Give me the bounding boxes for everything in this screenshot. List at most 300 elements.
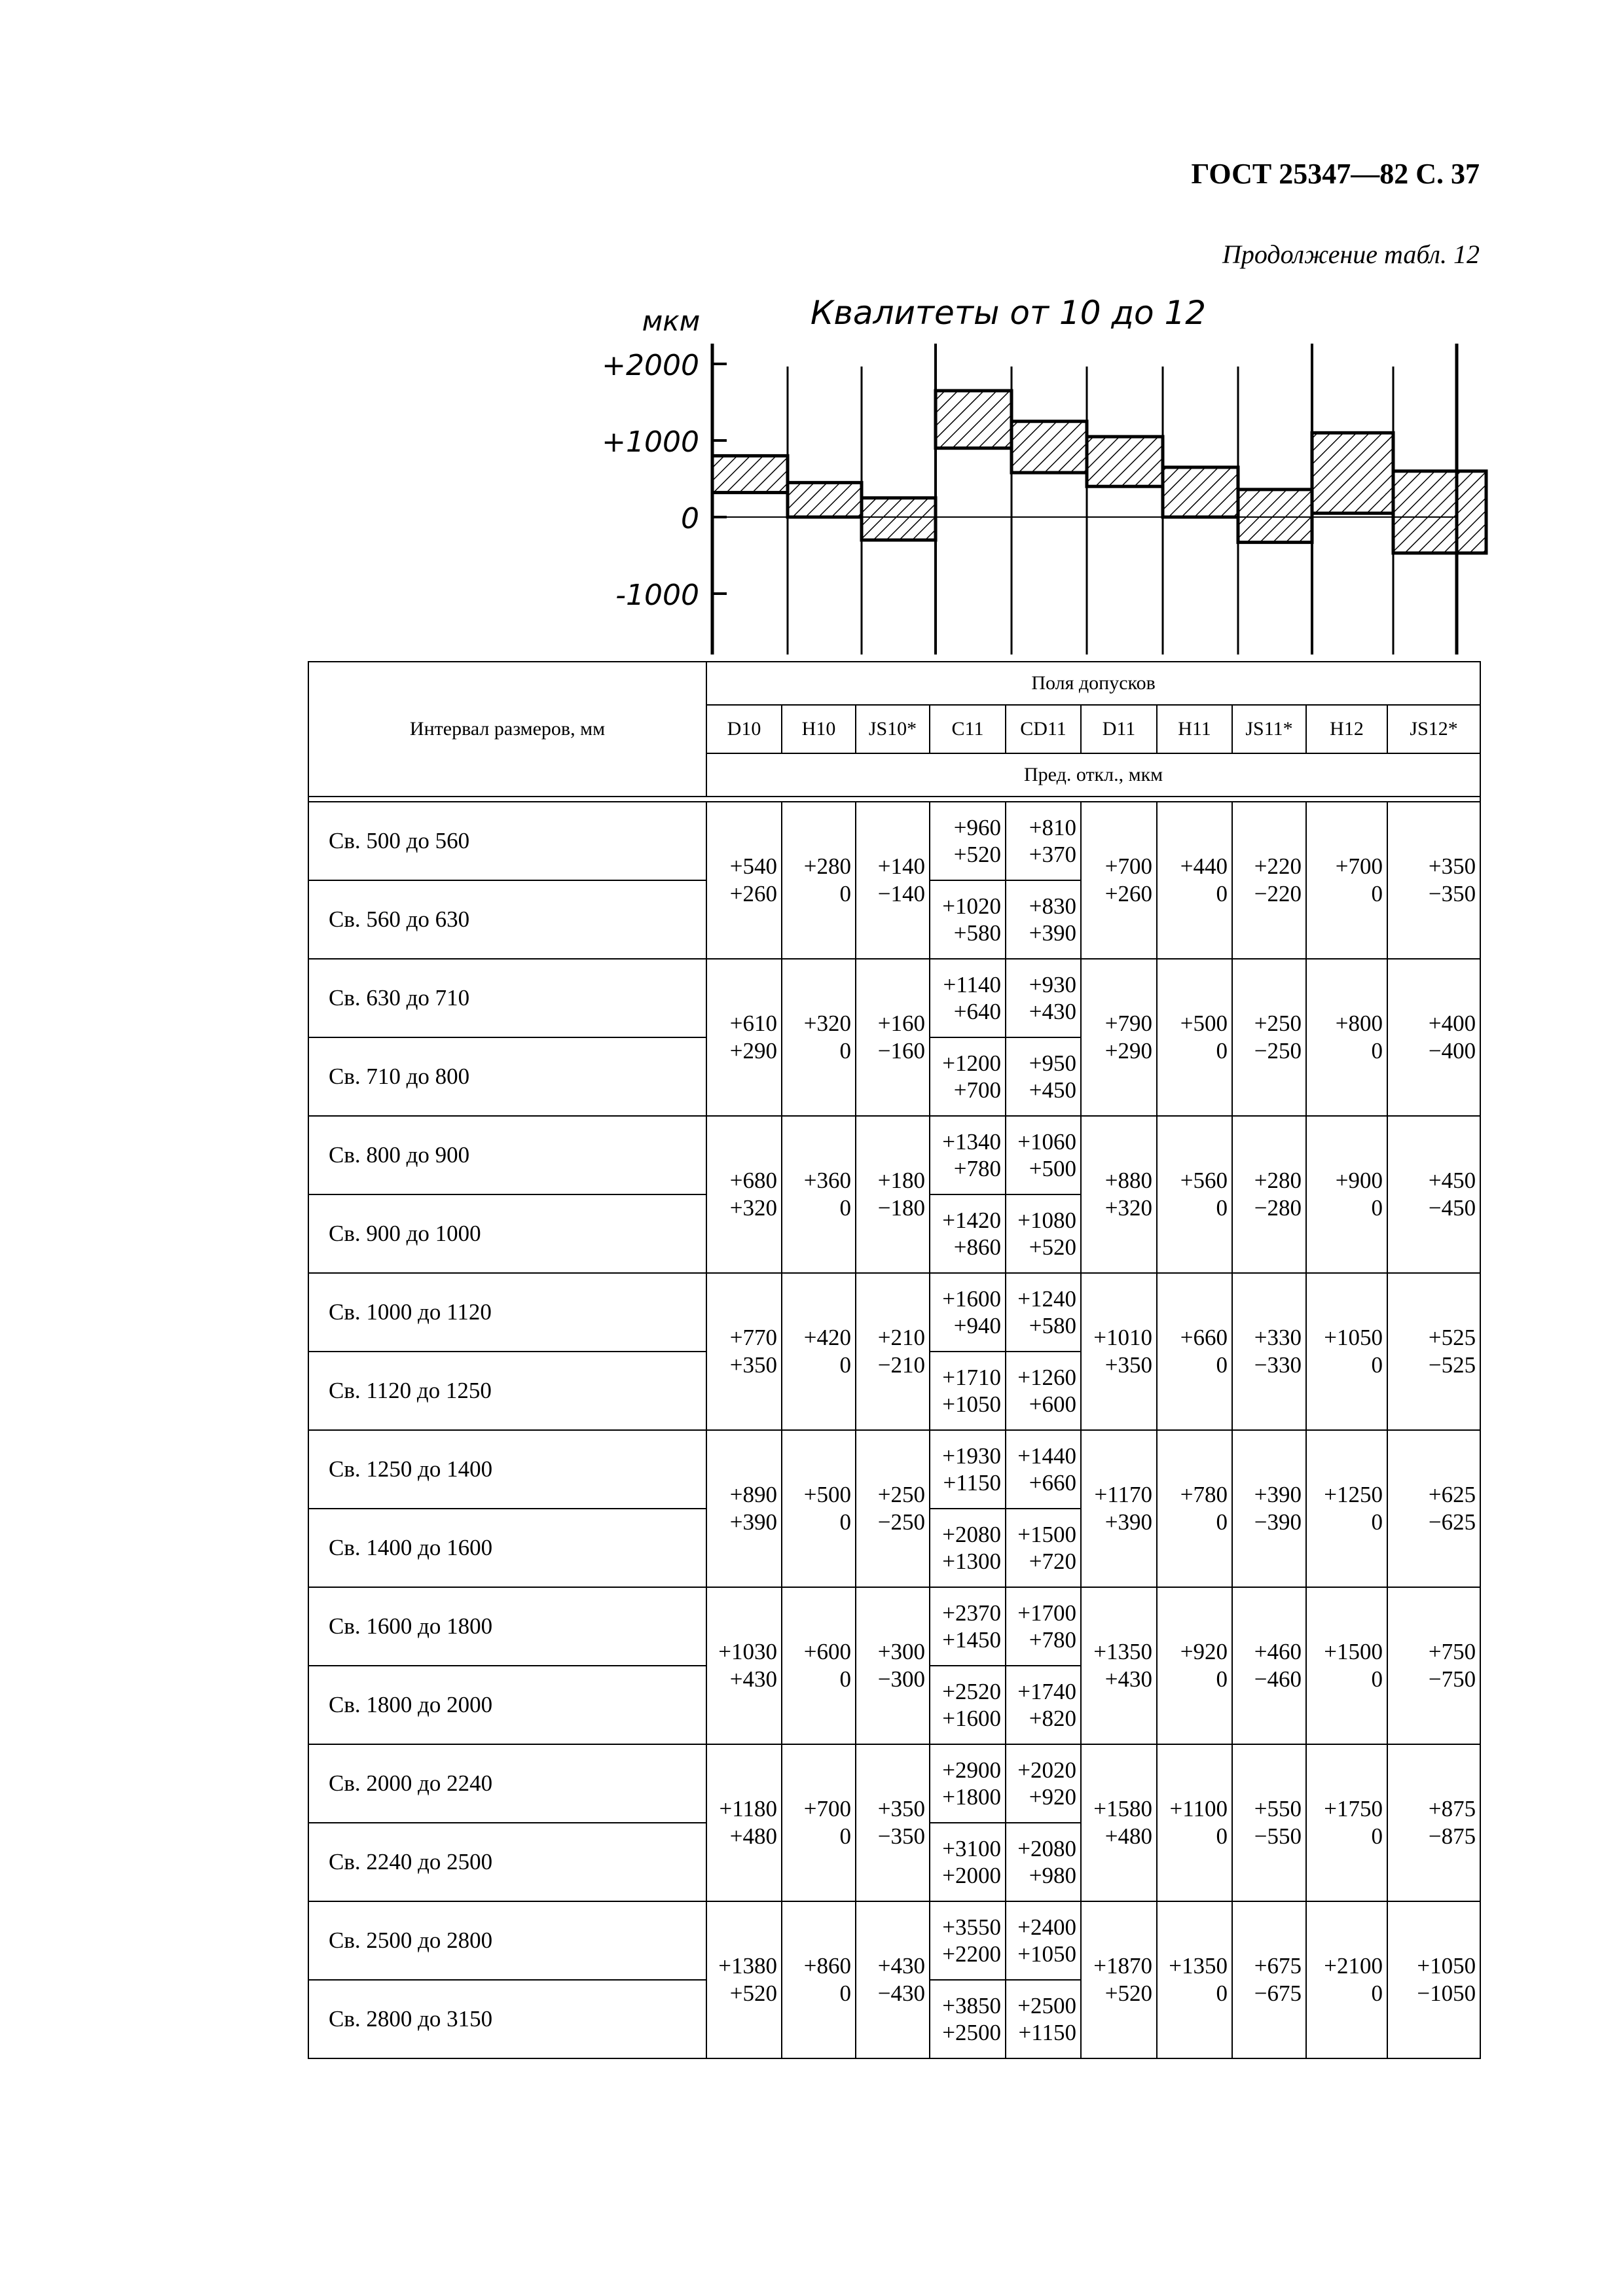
upper-deviation: +1710 — [942, 1365, 1001, 1390]
deviation-pair — [1157, 1116, 1232, 1273]
upper-deviation: +1260 — [1017, 1365, 1076, 1390]
deviation-pair — [1232, 1273, 1306, 1430]
lower-deviation: −210 — [877, 1352, 925, 1378]
lower-deviation: +260 — [1104, 881, 1152, 906]
cd11-deviations — [1006, 1744, 1081, 1823]
upper-deviation: +360 — [803, 1168, 851, 1193]
upper-deviation: +700 — [1335, 853, 1383, 879]
table-row — [308, 802, 1480, 880]
deviation-pair — [856, 1744, 930, 1901]
deviation-pair — [1232, 1587, 1306, 1744]
deviation-pair — [706, 1273, 782, 1430]
upper-deviation: +2100 — [1324, 1953, 1383, 1979]
size-interval: Св. 2000 до 2240 — [308, 1744, 706, 1823]
table-row — [308, 1116, 1480, 1194]
upper-deviation: +880 — [1104, 1168, 1152, 1193]
cd11-deviations — [1006, 1430, 1081, 1509]
deviation-pair — [1081, 959, 1157, 1116]
tolerance-zone-d11 — [1087, 437, 1163, 486]
tolerance-zone-js10-star — [862, 498, 936, 540]
deviation-pair — [1387, 1430, 1480, 1587]
upper-deviation: +2500 — [1017, 1993, 1076, 2018]
upper-deviation: +780 — [1180, 1482, 1228, 1507]
c11-deviations — [930, 802, 1006, 880]
upper-deviation: +890 — [729, 1482, 777, 1507]
upper-deviation: +1020 — [942, 893, 1001, 919]
table-row — [308, 959, 1480, 1037]
upper-deviation: +960 — [953, 815, 1001, 840]
lower-deviation: +720 — [1029, 1549, 1076, 1574]
size-interval: Св. 710 до 800 — [308, 1037, 706, 1116]
lower-deviation: +820 — [1029, 1706, 1076, 1731]
upper-deviation: +3100 — [942, 1836, 1001, 1861]
lower-deviation: 0 — [1216, 1038, 1228, 1064]
lower-deviation: 0 — [1216, 1823, 1228, 1849]
lower-deviation: −350 — [877, 1823, 925, 1849]
lower-deviation: +520 — [1104, 1981, 1152, 2006]
column-header: JS12* — [1387, 705, 1480, 753]
lower-deviation: 0 — [1371, 1666, 1383, 1692]
units-header: Пред. откл., мкм — [706, 753, 1480, 797]
upper-deviation: +800 — [1335, 1011, 1383, 1036]
upper-deviation: +1250 — [1324, 1482, 1383, 1507]
upper-deviation: +280 — [1254, 1168, 1302, 1193]
cd11-deviations — [1006, 880, 1081, 959]
lower-deviation: 0 — [1216, 1981, 1228, 2006]
lower-deviation: −250 — [1254, 1038, 1302, 1064]
tolerance-zone-h12 — [1312, 433, 1393, 513]
table-row — [308, 1273, 1480, 1352]
lower-deviation: +1050 — [1017, 1941, 1076, 1967]
upper-deviation: +660 — [1180, 1325, 1228, 1350]
lower-deviation: −300 — [877, 1666, 925, 1692]
page-header: ГОСТ 25347—82 С. 37 — [1191, 158, 1480, 190]
upper-deviation: +1700 — [1017, 1600, 1076, 1626]
upper-deviation: +1500 — [1017, 1522, 1076, 1547]
deviation-pair — [856, 1901, 930, 2058]
upper-deviation: +1930 — [942, 1443, 1001, 1469]
cd11-deviations — [1006, 1587, 1081, 1666]
y-tick-label: 0 — [681, 502, 699, 535]
lower-deviation: 0 — [839, 1038, 851, 1064]
upper-deviation: +1050 — [1324, 1325, 1383, 1350]
c11-deviations — [930, 1587, 1006, 1666]
lower-deviation: −160 — [877, 1038, 925, 1064]
upper-deviation: +860 — [803, 1953, 851, 1979]
lower-deviation: −875 — [1428, 1823, 1476, 1849]
deviation-pair — [1387, 802, 1480, 959]
deviation-pair — [1157, 1273, 1232, 1430]
deviation-pair — [782, 1744, 856, 1901]
upper-deviation: +160 — [877, 1011, 925, 1036]
deviation-pair — [706, 1901, 782, 2058]
deviation-pair — [1081, 1430, 1157, 1587]
tolerance-zone-js11-star — [1238, 490, 1312, 543]
upper-deviation: +1200 — [942, 1050, 1001, 1076]
deviation-pair — [1157, 1430, 1232, 1587]
upper-deviation: +770 — [729, 1325, 777, 1350]
upper-deviation: +1080 — [1017, 1208, 1076, 1233]
deviation-pair — [782, 1587, 856, 1744]
lower-deviation: −330 — [1254, 1352, 1302, 1378]
upper-deviation: +140 — [877, 853, 925, 879]
upper-deviation: +250 — [1254, 1011, 1302, 1036]
deviation-pair — [1306, 802, 1387, 959]
size-interval: Св. 1400 до 1600 — [308, 1509, 706, 1587]
c11-deviations — [930, 1116, 1006, 1194]
tolerance-zones — [712, 391, 1486, 655]
deviation-pair — [1081, 1744, 1157, 1901]
upper-deviation: +1010 — [1093, 1325, 1152, 1350]
lower-deviation: +520 — [953, 842, 1001, 867]
lower-deviation: +1450 — [942, 1627, 1001, 1653]
upper-deviation: +900 — [1335, 1168, 1383, 1193]
deviation-pair — [1306, 1587, 1387, 1744]
deviation-pair — [1387, 959, 1480, 1116]
y-axis-ticks — [602, 349, 727, 612]
cd11-deviations — [1006, 1352, 1081, 1430]
lower-deviation: +580 — [953, 920, 1001, 946]
deviation-pair — [1232, 1116, 1306, 1273]
deviation-pair — [1081, 802, 1157, 959]
deviation-pair — [1081, 1587, 1157, 1744]
deviation-pair — [1157, 959, 1232, 1116]
c11-deviations — [930, 1666, 1006, 1744]
size-interval: Св. 1000 до 1120 — [308, 1273, 706, 1352]
header-separator — [308, 797, 1480, 802]
lower-deviation: 0 — [1216, 1195, 1228, 1221]
deviation-pair — [782, 959, 856, 1116]
lower-deviation: +350 — [1104, 1352, 1152, 1378]
upper-deviation: +810 — [1029, 815, 1076, 840]
lower-deviation: 0 — [1371, 1195, 1383, 1221]
lower-deviation: 0 — [839, 1981, 851, 2006]
cd11-deviations — [1006, 1037, 1081, 1116]
deviation-pair — [1081, 1273, 1157, 1430]
cd11-deviations — [1006, 1666, 1081, 1744]
deviation-pair — [782, 802, 856, 959]
deviation-pair — [1232, 1744, 1306, 1901]
upper-deviation: +1060 — [1017, 1129, 1076, 1155]
lower-deviation: +860 — [953, 1234, 1001, 1260]
lower-deviation: 0 — [1216, 1666, 1228, 1692]
upper-deviation: +830 — [1029, 893, 1076, 919]
deviation-pair — [782, 1273, 856, 1430]
column-header: H11 — [1157, 705, 1232, 753]
upper-deviation: +250 — [877, 1482, 925, 1507]
lower-deviation: +430 — [729, 1666, 777, 1692]
deviation-pair — [1306, 1273, 1387, 1430]
upper-deviation: +610 — [729, 1011, 777, 1036]
upper-deviation: +2900 — [942, 1757, 1001, 1783]
upper-deviation: +920 — [1180, 1639, 1228, 1664]
upper-deviation: +400 — [1428, 1011, 1476, 1036]
lower-deviation: −525 — [1428, 1352, 1476, 1378]
lower-deviation: +500 — [1029, 1156, 1076, 1181]
lower-deviation: +700 — [953, 1077, 1001, 1103]
size-interval: Св. 1120 до 1250 — [308, 1352, 706, 1430]
c11-deviations — [930, 1901, 1006, 1980]
y-tick-label: +1000 — [602, 425, 699, 459]
upper-deviation: +750 — [1428, 1639, 1476, 1664]
lower-deviation: +920 — [1029, 1784, 1076, 1810]
lower-deviation: 0 — [1371, 881, 1383, 906]
lower-deviation: −550 — [1254, 1823, 1302, 1849]
deviation-pair — [856, 1430, 930, 1587]
upper-deviation: +330 — [1254, 1325, 1302, 1350]
deviation-pair — [706, 1744, 782, 1901]
column-header: CD11 — [1006, 705, 1081, 753]
upper-deviation: +280 — [803, 853, 851, 879]
deviation-pair — [1232, 959, 1306, 1116]
size-interval: Св. 1250 до 1400 — [308, 1430, 706, 1509]
diagram-title: Квалитеты от 10 до 12 — [810, 294, 1207, 332]
lower-deviation: +2500 — [942, 2020, 1001, 2045]
y-tick-label: +2000 — [602, 349, 699, 382]
lower-deviation: 0 — [839, 1352, 851, 1378]
upper-deviation: +1350 — [1093, 1639, 1152, 1664]
upper-deviation: +1380 — [718, 1953, 777, 1979]
lower-deviation: +2000 — [942, 1863, 1001, 1888]
lower-deviation: +600 — [1029, 1391, 1076, 1417]
column-header: D11 — [1081, 705, 1157, 753]
tolerance-zone-d10 — [712, 456, 788, 492]
c11-deviations — [930, 959, 1006, 1037]
cd11-deviations — [1006, 1823, 1081, 1901]
lower-deviation: −220 — [1254, 881, 1302, 906]
c11-deviations — [930, 1430, 1006, 1509]
upper-deviation: +540 — [729, 853, 777, 879]
lower-deviation: +1600 — [942, 1706, 1001, 1731]
deviation-pair — [706, 1116, 782, 1273]
lower-deviation: +290 — [1104, 1038, 1152, 1064]
lower-deviation: −180 — [877, 1195, 925, 1221]
upper-deviation: +1740 — [1017, 1679, 1076, 1704]
upper-deviation: +390 — [1254, 1482, 1302, 1507]
lower-deviation: +320 — [1104, 1195, 1152, 1221]
lower-deviation: +640 — [953, 999, 1001, 1024]
size-interval-header: Интервал размеров, мм — [308, 662, 706, 797]
upper-deviation: +450 — [1428, 1168, 1476, 1193]
lower-deviation: +520 — [729, 1981, 777, 2006]
deviation-pair — [1306, 959, 1387, 1116]
upper-deviation: +1420 — [942, 1208, 1001, 1233]
lower-deviation: −430 — [877, 1981, 925, 2006]
lower-deviation: +940 — [953, 1313, 1001, 1338]
upper-deviation: +440 — [1180, 853, 1228, 879]
upper-deviation: +3850 — [942, 1993, 1001, 2018]
cd11-deviations — [1006, 959, 1081, 1037]
tolerance-zone-c11 — [936, 391, 1012, 448]
upper-deviation: +2370 — [942, 1600, 1001, 1626]
deviation-pair — [782, 1901, 856, 2058]
upper-deviation: +2520 — [942, 1679, 1001, 1704]
upper-deviation: +2020 — [1017, 1757, 1076, 1783]
lower-deviation: +660 — [1029, 1470, 1076, 1496]
upper-deviation: +2080 — [942, 1522, 1001, 1547]
upper-deviation: +600 — [803, 1639, 851, 1664]
upper-deviation: +460 — [1254, 1639, 1302, 1664]
deviation-pair — [1081, 1901, 1157, 2058]
lower-deviation: −350 — [1428, 881, 1476, 906]
table-row — [308, 1587, 1480, 1666]
upper-deviation: +2080 — [1017, 1836, 1076, 1861]
deviation-pair — [782, 1116, 856, 1273]
table-row — [308, 1744, 1480, 1823]
upper-deviation: +560 — [1180, 1168, 1228, 1193]
lower-deviation: +370 — [1029, 842, 1076, 867]
deviation-pair — [856, 1116, 930, 1273]
lower-deviation: +1150 — [1018, 2020, 1076, 2045]
cd11-deviations — [1006, 1116, 1081, 1194]
lower-deviation: +430 — [1104, 1666, 1152, 1692]
upper-deviation: +1750 — [1324, 1796, 1383, 1821]
c11-deviations — [930, 1509, 1006, 1587]
cd11-deviations — [1006, 1273, 1081, 1352]
upper-deviation: +1580 — [1093, 1796, 1152, 1821]
deviation-pair — [1387, 1901, 1480, 2058]
c11-deviations — [930, 1980, 1006, 2058]
deviation-pair — [1306, 1116, 1387, 1273]
deviation-pair — [1157, 802, 1232, 959]
upper-deviation: +210 — [877, 1325, 925, 1350]
lower-deviation: 0 — [1371, 1352, 1383, 1378]
upper-deviation: +525 — [1428, 1325, 1476, 1350]
upper-deviation: +625 — [1428, 1482, 1476, 1507]
lower-deviation: +980 — [1029, 1863, 1076, 1888]
lower-deviation: +580 — [1029, 1313, 1076, 1338]
header-separator-row — [308, 797, 1480, 802]
upper-deviation: +2400 — [1017, 1914, 1076, 1940]
table-row — [308, 1901, 1480, 1980]
size-interval: Св. 900 до 1000 — [308, 1194, 706, 1273]
lower-deviation: +320 — [729, 1195, 777, 1221]
tolerance-zone-h11 — [1163, 467, 1238, 517]
lower-deviation: +1050 — [942, 1391, 1001, 1417]
lower-deviation: 0 — [1371, 1823, 1383, 1849]
deviation-pair — [1306, 1430, 1387, 1587]
deviation-pair — [1157, 1587, 1232, 1744]
lower-deviation: 0 — [1371, 1038, 1383, 1064]
size-interval: Св. 500 до 560 — [308, 802, 706, 880]
lower-deviation: −460 — [1254, 1666, 1302, 1692]
deviation-pair — [856, 1587, 930, 1744]
y-tick-label: -1000 — [615, 579, 699, 612]
cd11-deviations — [1006, 1194, 1081, 1273]
column-header: JS10* — [856, 705, 930, 753]
deviation-pair — [856, 959, 930, 1116]
cd11-deviations — [1006, 1901, 1081, 1980]
upper-deviation: +550 — [1254, 1796, 1302, 1821]
lower-deviation: +290 — [729, 1038, 777, 1064]
tolerance-zone-diagram — [0, 0, 1623, 661]
upper-deviation: +430 — [877, 1953, 925, 1979]
lower-deviation: +430 — [1029, 999, 1076, 1024]
column-header: H12 — [1306, 705, 1387, 753]
c11-deviations — [930, 1273, 1006, 1352]
upper-deviation: +1030 — [718, 1639, 777, 1664]
upper-deviation: +1170 — [1094, 1482, 1152, 1507]
deviation-pair — [1081, 1116, 1157, 1273]
tolerance-zone-js12-star — [1393, 471, 1486, 553]
table-continuation-label: Продолжение табл. 12 — [1222, 240, 1480, 269]
deviation-pair — [856, 802, 930, 959]
deviation-pair — [1306, 1744, 1387, 1901]
c11-deviations — [930, 880, 1006, 959]
upper-deviation: +675 — [1254, 1953, 1302, 1979]
lower-deviation: −250 — [877, 1509, 925, 1535]
upper-deviation: +220 — [1254, 853, 1302, 879]
upper-deviation: +300 — [877, 1639, 925, 1664]
lower-deviation: +2200 — [942, 1941, 1001, 1967]
lower-deviation: +350 — [729, 1352, 777, 1378]
upper-deviation: +875 — [1428, 1796, 1476, 1821]
lower-deviation: +390 — [1104, 1509, 1152, 1535]
lower-deviation: +390 — [729, 1509, 777, 1535]
deviation-pair — [706, 802, 782, 959]
c11-deviations — [930, 1744, 1006, 1823]
lower-deviation: 0 — [839, 1195, 851, 1221]
size-interval: Св. 2500 до 2800 — [308, 1901, 706, 1980]
upper-deviation: +1870 — [1093, 1953, 1152, 1979]
deviation-pair — [1306, 1901, 1387, 2058]
lower-deviation: −750 — [1428, 1666, 1476, 1692]
upper-deviation: +500 — [803, 1482, 851, 1507]
lower-deviation: 0 — [839, 1666, 851, 1692]
lower-deviation: +390 — [1029, 920, 1076, 946]
lower-deviation: 0 — [839, 1509, 851, 1535]
lower-deviation: +780 — [1029, 1627, 1076, 1653]
cd11-deviations — [1006, 1509, 1081, 1587]
cd11-deviations — [1006, 802, 1081, 880]
column-header: C11 — [930, 705, 1006, 753]
upper-deviation: +1500 — [1324, 1639, 1383, 1664]
upper-deviation: +1240 — [1017, 1286, 1076, 1312]
deviation-pair — [856, 1273, 930, 1430]
upper-deviation: +1440 — [1017, 1443, 1076, 1469]
lower-deviation: 0 — [1216, 1509, 1228, 1535]
lower-deviation: −400 — [1428, 1038, 1476, 1064]
upper-deviation: +1340 — [942, 1129, 1001, 1155]
lower-deviation: −450 — [1428, 1195, 1476, 1221]
upper-deviation: +180 — [877, 1168, 925, 1193]
lower-deviation: 0 — [1371, 1981, 1383, 2006]
c11-deviations — [930, 1823, 1006, 1901]
c11-deviations — [930, 1037, 1006, 1116]
size-interval: Св. 2800 до 3150 — [308, 1980, 706, 2058]
upper-deviation: +1050 — [1417, 1953, 1476, 1979]
lower-deviation: −675 — [1254, 1981, 1302, 2006]
upper-deviation: +1350 — [1169, 1953, 1228, 1979]
table-row — [308, 1430, 1480, 1509]
deviation-pair — [1232, 802, 1306, 959]
deviation-pair — [706, 1587, 782, 1744]
upper-deviation: +3550 — [942, 1914, 1001, 1940]
upper-deviation: +350 — [1428, 853, 1476, 879]
deviation-pair — [1387, 1116, 1480, 1273]
tolerance-zone-cd11 — [1012, 422, 1087, 473]
c11-deviations — [930, 1352, 1006, 1430]
column-header: JS11* — [1232, 705, 1306, 753]
deviation-pair — [1387, 1273, 1480, 1430]
upper-deviation: +950 — [1029, 1050, 1076, 1076]
y-axis-unit-label: мкм — [642, 305, 701, 337]
lower-deviation: −280 — [1254, 1195, 1302, 1221]
deviation-pair — [1157, 1744, 1232, 1901]
upper-deviation: +680 — [729, 1168, 777, 1193]
lower-deviation: +1150 — [943, 1470, 1001, 1496]
size-interval: Св. 1600 до 1800 — [308, 1587, 706, 1666]
